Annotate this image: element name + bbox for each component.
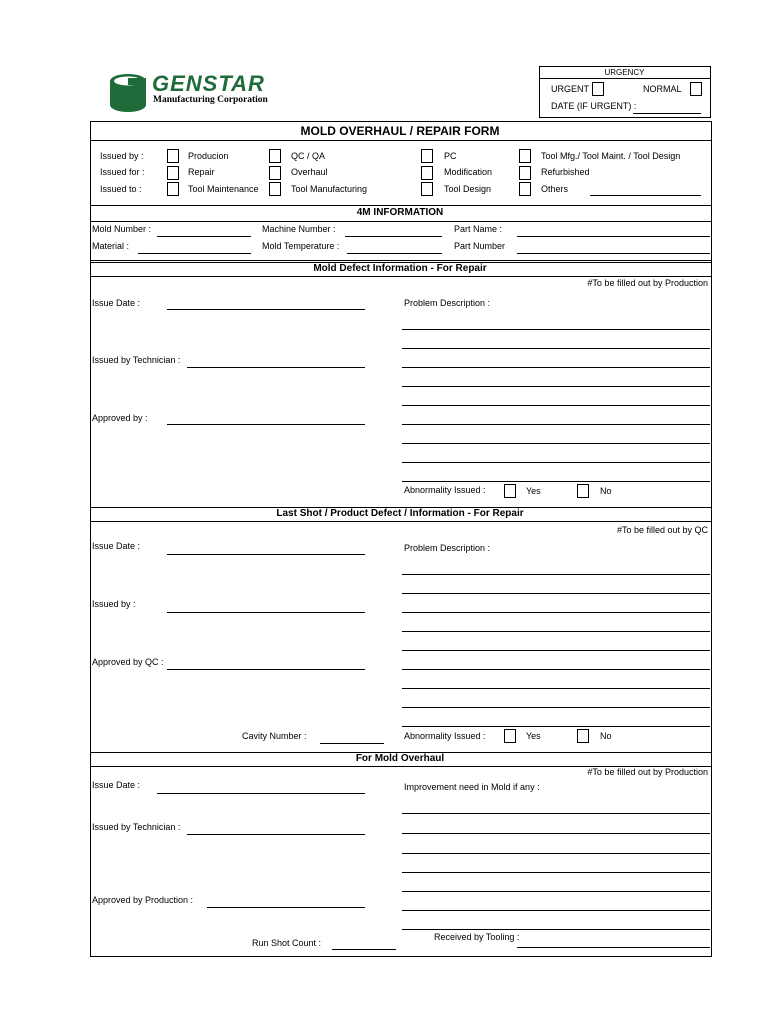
lastshot-desc-line[interactable] bbox=[402, 669, 710, 670]
lastshot-issued-by-label: Issued by : bbox=[92, 599, 136, 609]
tool-manufacturing-label: Tool Manufacturing bbox=[291, 184, 368, 194]
production-checkbox[interactable] bbox=[167, 149, 179, 163]
qcqa-label: QC / QA bbox=[291, 151, 326, 161]
defect-desc-line[interactable] bbox=[402, 481, 710, 482]
overhaul-approved-by-production-label: Approved by Production : bbox=[92, 895, 194, 905]
improvement-line[interactable] bbox=[402, 891, 710, 892]
lastshot-no-label: No bbox=[600, 731, 612, 741]
improvement-line[interactable] bbox=[402, 929, 710, 930]
company-subtitle: Manufacturing Corporation bbox=[153, 95, 268, 105]
lastshot-desc-line[interactable] bbox=[402, 707, 710, 708]
company-logo bbox=[108, 72, 148, 112]
tool-maintenance-checkbox[interactable] bbox=[167, 182, 179, 196]
mold-temperature-field[interactable] bbox=[347, 253, 442, 254]
lastshot-desc-line[interactable] bbox=[402, 688, 710, 689]
defect-yes-label: Yes bbox=[526, 486, 541, 496]
mold-number-label: Mold Number : bbox=[92, 224, 152, 234]
improvement-label: Improvement need in Mold if any : bbox=[404, 782, 540, 792]
normal-label: NORMAL bbox=[643, 84, 682, 94]
defect-issue-date-field[interactable] bbox=[167, 309, 365, 310]
part-name-label: Part Name : bbox=[454, 224, 503, 234]
defect-issued-by-technician-label: Issued by Technician : bbox=[92, 355, 181, 365]
overhaul-label: Overhaul bbox=[291, 167, 328, 177]
lastshot-yes-label: Yes bbox=[526, 731, 541, 741]
urgency-title: URGENCY bbox=[604, 68, 645, 77]
urgent-label: URGENT bbox=[551, 84, 589, 94]
defect-abnormality-label: Abnormality Issued : bbox=[404, 485, 486, 495]
defect-problem-description-label: Problem Description : bbox=[404, 298, 491, 308]
defect-desc-line[interactable] bbox=[402, 329, 710, 330]
lastshot-yes-checkbox[interactable] bbox=[504, 729, 516, 743]
defect-no-checkbox[interactable] bbox=[577, 484, 589, 498]
urgent-checkbox[interactable] bbox=[592, 82, 604, 96]
received-by-tooling-label: Received by Tooling : bbox=[434, 932, 520, 942]
modification-label: Modification bbox=[444, 167, 493, 177]
lastshot-desc-line[interactable] bbox=[402, 631, 710, 632]
info4m-title: 4M INFORMATION bbox=[356, 207, 444, 218]
modification-checkbox[interactable] bbox=[421, 166, 433, 180]
improvement-line[interactable] bbox=[402, 910, 710, 911]
material-field[interactable] bbox=[138, 253, 251, 254]
lastshot-desc-line[interactable] bbox=[402, 612, 710, 613]
defect-approved-by-label: Approved by : bbox=[92, 413, 148, 423]
defect-desc-line[interactable] bbox=[402, 462, 710, 463]
issued-by-label: Issued by : bbox=[100, 151, 144, 161]
tool-design-label: Tool Design bbox=[444, 184, 492, 194]
defect-desc-line[interactable] bbox=[402, 424, 710, 425]
run-shot-count-field[interactable] bbox=[332, 949, 396, 950]
date-if-urgent-label: DATE (IF URGENT) : bbox=[551, 101, 637, 111]
overhaul-checkbox[interactable] bbox=[269, 166, 281, 180]
overhaul-note: #To be filled out by Production bbox=[587, 767, 708, 777]
part-name-field[interactable] bbox=[517, 236, 710, 237]
others-label: Others bbox=[541, 184, 569, 194]
improvement-line[interactable] bbox=[402, 853, 710, 854]
tool-maintenance-label: Tool Maintenance bbox=[188, 184, 259, 194]
defect-desc-line[interactable] bbox=[402, 367, 710, 368]
improvement-line[interactable] bbox=[402, 813, 710, 814]
lastshot-note: #To be filled out by QC bbox=[616, 525, 708, 535]
defect-desc-line[interactable] bbox=[402, 443, 710, 444]
mold-number-field[interactable] bbox=[157, 236, 251, 237]
issued-for-label: Issued for : bbox=[100, 167, 145, 177]
lastshot-desc-line[interactable] bbox=[402, 726, 710, 727]
lastshot-desc-line[interactable] bbox=[402, 593, 710, 594]
machine-number-field[interactable] bbox=[345, 236, 442, 237]
tool-mfg-maint-design-checkbox[interactable] bbox=[519, 149, 531, 163]
lastshot-no-checkbox[interactable] bbox=[577, 729, 589, 743]
form-title: MOLD OVERHAUL / REPAIR FORM bbox=[300, 124, 500, 138]
run-shot-count-label: Run Shot Count : bbox=[252, 938, 322, 948]
qcqa-checkbox[interactable] bbox=[269, 149, 281, 163]
defect-desc-line[interactable] bbox=[402, 405, 710, 406]
refurbished-checkbox[interactable] bbox=[519, 166, 531, 180]
production-label: Producion bbox=[188, 151, 229, 161]
tool-manufacturing-checkbox[interactable] bbox=[269, 182, 281, 196]
tool-mfg-maint-design-label: Tool Mfg./ Tool Maint. / Tool Design bbox=[541, 151, 681, 161]
form-frame bbox=[90, 121, 712, 957]
company-name: GENSTAR bbox=[152, 71, 265, 96]
pc-label: PC bbox=[444, 151, 457, 161]
lastshot-issued-by-field[interactable] bbox=[167, 612, 365, 613]
part-number-field[interactable] bbox=[517, 253, 710, 254]
lastshot-approved-by-qc-field[interactable] bbox=[167, 669, 365, 670]
machine-number-label: Machine Number : bbox=[262, 224, 336, 234]
defect-desc-line[interactable] bbox=[402, 348, 710, 349]
tool-design-checkbox[interactable] bbox=[421, 182, 433, 196]
others-field[interactable] bbox=[590, 195, 701, 196]
lastshot-approved-by-qc-label: Approved by QC : bbox=[92, 657, 164, 667]
mold-temperature-label: Mold Temperature : bbox=[262, 241, 340, 251]
received-by-tooling-field[interactable] bbox=[517, 947, 710, 948]
overhaul-issue-date-field[interactable] bbox=[157, 793, 365, 794]
defect-no-label: No bbox=[600, 486, 612, 496]
lastshot-abnormality-label: Abnormality Issued : bbox=[404, 731, 486, 741]
issued-to-label: Issued to : bbox=[100, 184, 142, 194]
defect-issued-by-technician-field[interactable] bbox=[187, 367, 365, 368]
lastshot-problem-description-label: Problem Description : bbox=[404, 543, 491, 553]
defect-note: #To be filled out by Production bbox=[587, 278, 708, 288]
part-number-label: Part Number bbox=[454, 241, 506, 251]
repair-checkbox[interactable] bbox=[167, 166, 179, 180]
material-label: Material : bbox=[92, 241, 130, 251]
defect-desc-line[interactable] bbox=[402, 386, 710, 387]
lastshot-issue-date-label: Issue Date : bbox=[92, 541, 141, 551]
overhaul-title: For Mold Overhaul bbox=[355, 753, 445, 764]
overhaul-issued-by-technician-field[interactable] bbox=[187, 834, 365, 835]
refurbished-label: Refurbished bbox=[541, 167, 590, 177]
defect-issue-date-label: Issue Date : bbox=[92, 298, 141, 308]
cavity-number-field[interactable] bbox=[320, 743, 384, 744]
normal-checkbox[interactable] bbox=[690, 82, 702, 96]
repair-label: Repair bbox=[188, 167, 215, 177]
lastshot-issue-date-field[interactable] bbox=[167, 554, 365, 555]
defect-title: Mold Defect Information - For Repair bbox=[313, 263, 487, 274]
others-checkbox[interactable] bbox=[519, 182, 531, 196]
lastshot-title: Last Shot / Product Defect / Information - For Repair bbox=[276, 508, 524, 519]
lastshot-desc-line[interactable] bbox=[402, 574, 710, 575]
improvement-line[interactable] bbox=[402, 872, 710, 873]
date-if-urgent-field[interactable] bbox=[633, 113, 701, 114]
lastshot-desc-line[interactable] bbox=[402, 650, 710, 651]
defect-approved-by-field[interactable] bbox=[167, 424, 365, 425]
overhaul-issue-date-label: Issue Date : bbox=[92, 780, 141, 790]
cavity-number-label: Cavity Number : bbox=[242, 731, 307, 741]
defect-yes-checkbox[interactable] bbox=[504, 484, 516, 498]
improvement-line[interactable] bbox=[402, 833, 710, 834]
overhaul-issued-by-technician-label: Issued by Technician : bbox=[92, 822, 181, 832]
pc-checkbox[interactable] bbox=[421, 149, 433, 163]
overhaul-approved-by-production-field[interactable] bbox=[207, 907, 365, 908]
